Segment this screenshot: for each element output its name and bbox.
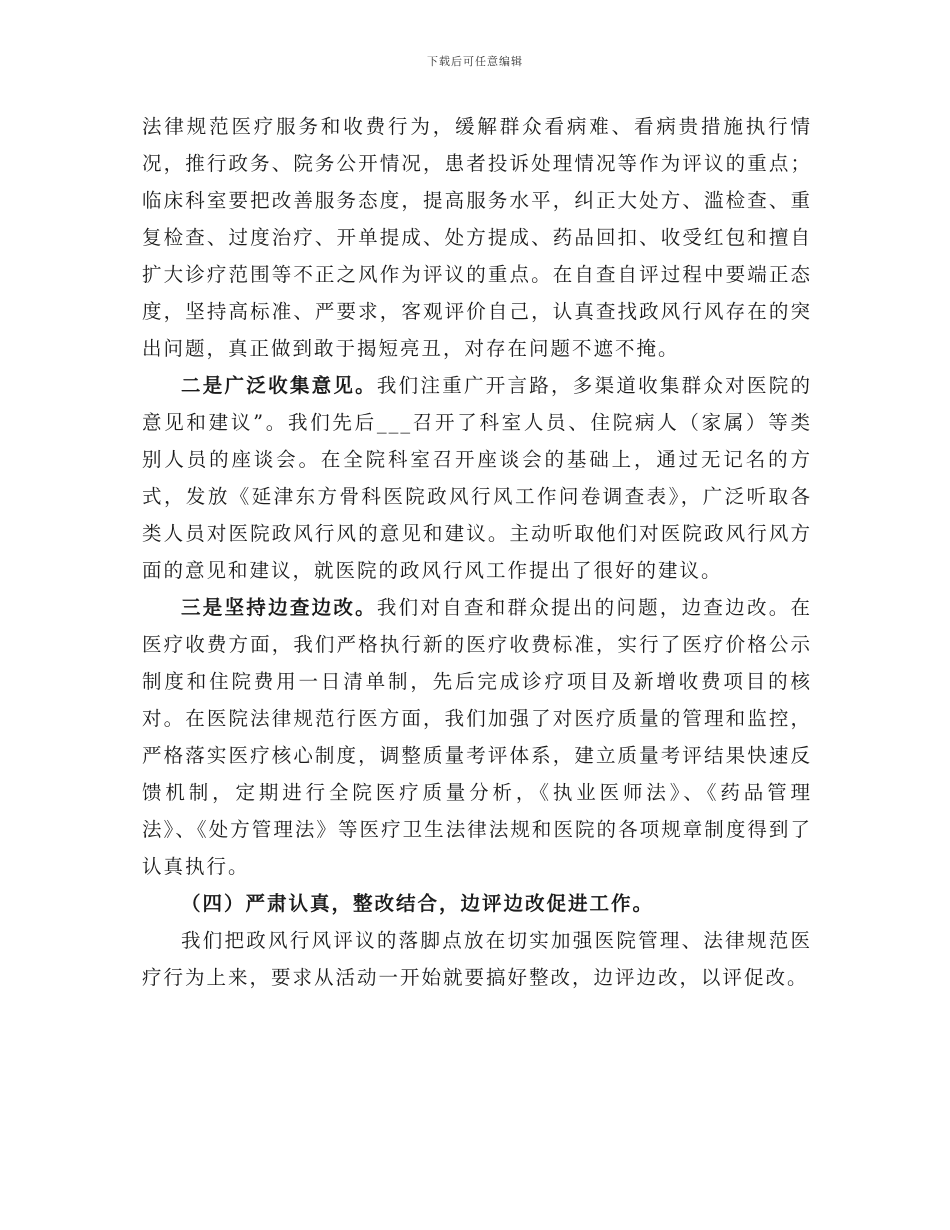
paragraph-text: 我们注重广开言路，多渠道收集群众对医院的意见和建议”。我们先后___召开了科室人员、住院病人（家属）等类别人员的座谈会。在全院科室召开座谈会的基础上，通过无记名的方式，发放《延津东方骨科医院政风行风工作问卷调查表》，广泛听取各类人员对医院政风行风的意见和建议。主动听取他们对医院政风行风方面的意见和建议，就医院的政风行风工作提出了很好的建议。 [142,374,812,582]
paragraph-final [142,922,812,996]
paragraph-text: 我们对自查和群众提出的问题，边查边改。在医疗收费方面，我们严格执行新的医疗收费标准，实行了医疗价格公示制度和住院费用一日清单制，先后完成诊疗项目及新增收费项目的核对。在医院法律规范行医方面，我们加强了对医疗质量的管理和监控，严格落实医疗核心制度，调整质量考评体系，建立质量考评结果快速反馈机制，定期进行全院医疗质量分析，《执业医师法》、《药品管理法》、《处方管理法》等医疗卫生法律法规和医院的各项规章制度得到了认真执行。 [142,596,812,878]
paragraph-text: 我们把政风行风评议的落脚点放在切实加强医院管理、法律规范医疗行为上来，要求从活动一开始就要搞好整改，边评边改，以评促改。 [142,929,812,989]
paragraph-check-and-correct [142,589,812,885]
paragraph-continuation [142,108,812,367]
paragraph-text: 法律规范医疗服务和收费行为，缓解群众看病难、看病贵措施执行情况，推行政务、院务公开情况，患者投诉处理情况等作为评议的重点；临床科室要把改善服务态度，提高服务水平，纠正大处方、滥检查、重复检查、过度治疗、开单提成、处方提成、药品回扣、收受红包和擅自扩大诊疗范围等不正之风作为评议的重点。在自查自评过程中要端正态度，坚持高标准、严要求，客观评价自己，认真查找政风行风存在的突出问题，真正做到敢于揭短亮丑，对存在问题不遮不掩。 [142,115,812,360]
document-body [142,108,812,996]
page-header-note: 下载后可任意编辑 [427,55,523,68]
paragraph-lead-bold: 三是坚持边查边改。 [181,596,377,619]
paragraph-lead-bold: 二是广泛收集意见。 [181,374,377,397]
paragraph-collect-opinions [142,367,812,589]
section-heading-four [142,885,812,922]
section-heading-text: （四）严肃认真，整改结合，边评边改促进工作。 [181,892,655,915]
